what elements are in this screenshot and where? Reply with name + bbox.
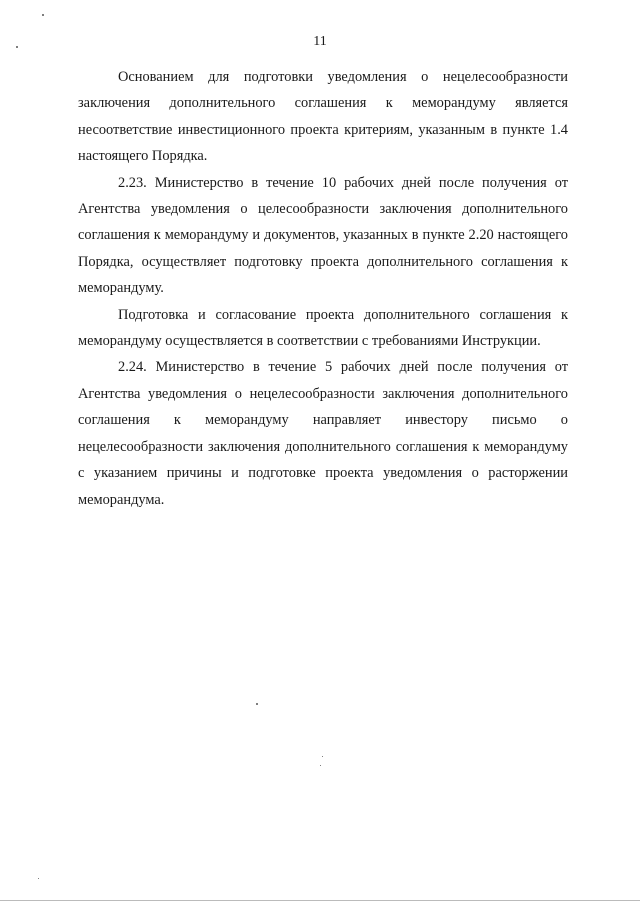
page-number: 11 bbox=[313, 34, 327, 49]
paragraph: Подготовка и согласование проекта дополнительного соглашения к меморандуму осуществляется в соответствии с требованиями Инструкции. bbox=[78, 306, 568, 350]
paragraph: 2.23. Министерство в течение 10 рабочих дней после получения от Агентства уведомления о целесообразности заключения дополнительного соглашения к меморандуму и документов, указанных в пункте 2.20 настоящего Порядка, осуществляет подготовку проекта дополнительного соглашения к меморандуму. bbox=[78, 174, 568, 297]
scan-speck bbox=[256, 703, 258, 705]
paragraph: Основанием для подготовки уведомления о нецелесообразности заключения дополнительного соглашения к меморандуму является несоответствие инвестиционного проекта критериям, указанным в пункте 1.4 настоящего Порядка. bbox=[78, 69, 568, 165]
scan-edge-line bbox=[0, 900, 640, 901]
scan-speck bbox=[16, 46, 18, 48]
scan-speck bbox=[320, 765, 321, 766]
scan-speck bbox=[38, 878, 39, 879]
scan-speck bbox=[322, 756, 323, 757]
scan-speck bbox=[42, 14, 44, 16]
document-body bbox=[78, 64, 568, 513]
paragraph: 2.24. Министерство в течение 5 рабочих дней после получения от Агентства уведомления о нецелесообразности заключения дополнительного соглашения к меморандуму направляет инвестору письмо о нецелесообразности заключения дополнительного соглашения к меморандуму с указанием причины и подготовке проекта уведомления о расторжении меморандума. bbox=[78, 359, 568, 508]
